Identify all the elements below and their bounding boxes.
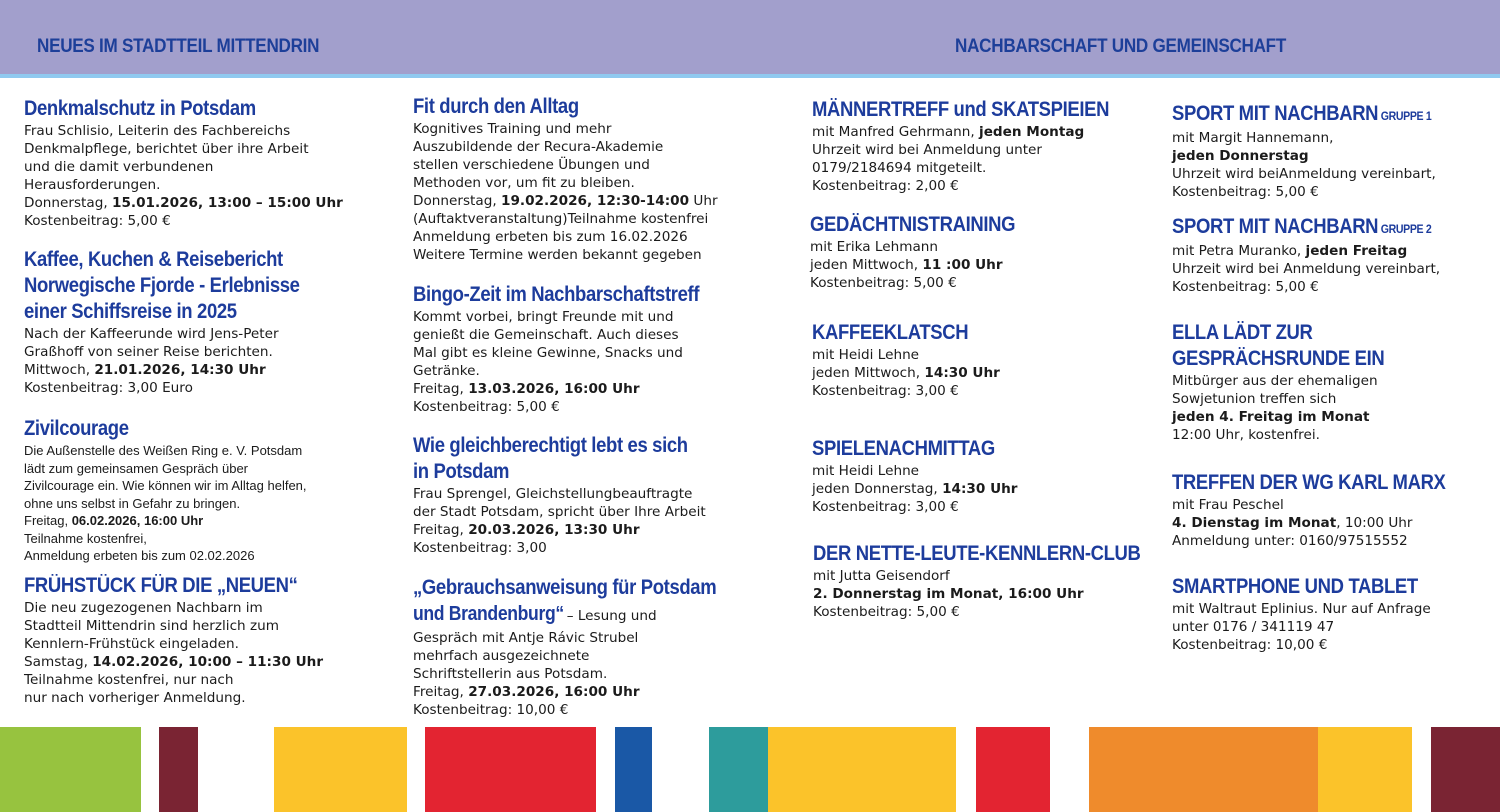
event-date: Donnerstag, 19.02.2026, 12:30-14:00 Uhr bbox=[413, 193, 718, 209]
event-cost: Kostenbeitrag: 10,00 € bbox=[1172, 637, 1328, 653]
event-text: mit Waltraut Eplinius. Nur auf Anfrage bbox=[1172, 601, 1431, 617]
event-cost: Kostenbeitrag: 5,00 € bbox=[810, 275, 957, 291]
event-text: mit Margit Hannemann, bbox=[1172, 130, 1334, 146]
footer-color-bar bbox=[425, 727, 596, 812]
event-date: Freitag, 06.02.2026, 16:00 Uhr bbox=[24, 513, 204, 528]
event-cost: Kostenbeitrag: 5,00 € bbox=[24, 213, 171, 229]
event-text: der Stadt Potsdam, spricht über Ihre Arbeit bbox=[413, 504, 706, 520]
event-title: GESPRÄCHSRUNDE EIN bbox=[1172, 347, 1385, 370]
event-cost: Kostenbeitrag: 3,00 € bbox=[812, 383, 959, 399]
event-text: Sowjetunion treffen sich bbox=[1172, 391, 1337, 407]
event-title: Bingo-Zeit im Nachbarschaftstreff bbox=[413, 283, 700, 306]
event-text: mit Manfred Gehrmann, jeden Montag bbox=[812, 124, 1085, 140]
event-title: Fit durch den Alltag bbox=[413, 95, 579, 118]
footer-color-bar bbox=[709, 727, 768, 812]
event-title: Kaffee, Kuchen & Reisebericht bbox=[24, 248, 283, 271]
event-cost: Kostenbeitrag: 5,00 € bbox=[813, 604, 960, 620]
event-title: einer Schiffsreise in 2025 bbox=[24, 300, 237, 323]
event-title: ELLA LÄDT ZUR bbox=[1172, 321, 1313, 344]
event-text: Uhrzeit wird bei Anmeldung unter bbox=[812, 142, 1042, 158]
event-text: Methoden vor, um fit zu bleiben. bbox=[413, 175, 635, 191]
event-text: Anmeldung erbeten bis zum 02.02.2026 bbox=[24, 548, 255, 563]
event-kaffee-reisebericht bbox=[24, 247, 337, 397]
event-text: Mitbürger aus der ehemaligen bbox=[1172, 373, 1378, 389]
footer-color-bar bbox=[159, 727, 198, 812]
event-cost: Kostenbeitrag: 3,00 Euro bbox=[24, 380, 193, 396]
event-text: 12:00 Uhr, kostenfrei. bbox=[1172, 427, 1320, 443]
event-ella-gespraechsrunde bbox=[1172, 320, 1413, 444]
event-title: „Gebrauchsanweisung für Potsdam bbox=[413, 576, 717, 599]
event-text: mit Petra Muranko, jeden Freitag bbox=[1172, 243, 1408, 259]
event-date: 2. Donnerstag im Monat, 16:00 Uhr bbox=[813, 586, 1084, 602]
event-text: Gespräch mit Antje Rávic Strubel bbox=[413, 630, 639, 646]
event-text: ohne uns selbst in Gefahr zu bringen. bbox=[24, 495, 241, 511]
event-cost: Kostenbeitrag: 10,00 € bbox=[413, 702, 569, 718]
event-date: 4. Dienstag im Monat, 10:00 Uhr bbox=[1172, 515, 1413, 531]
event-text: Kommt vorbei, bringt Freunde mit und bbox=[413, 309, 674, 325]
event-maennertreff bbox=[812, 97, 1150, 195]
event-cost: Kostenbeitrag: 3,00 bbox=[413, 540, 547, 556]
event-date: Samstag, 14.02.2026, 10:00 – 11:30 Uhr bbox=[24, 654, 324, 670]
event-text: Anmeldung erbeten bis zum 16.02.2026 bbox=[413, 229, 688, 245]
event-text: mit Jutta Geisendorf bbox=[813, 568, 950, 584]
event-text: Stadtteil Mittendrin sind herzlich zum bbox=[24, 618, 279, 634]
event-bingo bbox=[413, 282, 738, 416]
footer-color-bar bbox=[1318, 727, 1412, 812]
event-text: Graßhoff von seiner Reise berichten. bbox=[24, 344, 273, 360]
event-title: DER NETTE-LEUTE-KENNLERN-CLUB bbox=[813, 542, 1141, 565]
event-text: lädt zum gemeinsamen Gespräch über bbox=[24, 460, 249, 476]
event-text: Kognitives Training und mehr bbox=[413, 121, 612, 137]
event-title: FRÜHSTÜCK FÜR DIE „NEUEN“ bbox=[24, 574, 298, 597]
event-title: Zivilcourage bbox=[24, 417, 129, 440]
footer-color-bar bbox=[1431, 727, 1500, 812]
event-sport-gruppe-1 bbox=[1172, 101, 1467, 201]
event-title-line: und Brandenburg“ – Lesung und bbox=[413, 603, 657, 625]
event-text: mit Heidi Lehne bbox=[812, 347, 920, 363]
event-smartphone-tablet bbox=[1172, 574, 1451, 654]
event-gleichberechtigt bbox=[413, 433, 725, 557]
event-fit-alltag bbox=[413, 94, 718, 264]
event-zivilcourage bbox=[24, 416, 307, 565]
event-title: SPORT MIT NACHBARN GRUPPE 1 bbox=[1172, 102, 1432, 125]
event-text: Denkmalpflege, berichtet über ihre Arbeit bbox=[24, 141, 309, 157]
event-spielenachmittag bbox=[812, 436, 1020, 516]
footer-color-bar bbox=[1089, 727, 1318, 812]
event-date: jeden Mittwoch, 14:30 Uhr bbox=[812, 365, 1000, 381]
footer-color-bar bbox=[768, 727, 956, 812]
event-date: Freitag, 20.03.2026, 13:30 Uhr bbox=[413, 522, 640, 538]
event-text: und die damit verbundenen bbox=[24, 159, 214, 175]
event-text: Frau Sprengel, Gleichstellungbeauftragte bbox=[413, 486, 693, 502]
event-text: Die Außenstelle des Weißen Ring e. V. Potsdam bbox=[24, 443, 303, 458]
event-text: Nach der Kaffeerunde wird Jens-Peter bbox=[24, 326, 279, 342]
footer-color-bar bbox=[0, 727, 141, 812]
event-title: KAFFEEKLATSCH bbox=[812, 321, 969, 344]
event-text: mehrfach ausgezeichnete bbox=[413, 648, 590, 664]
event-text: Zivilcourage ein. Wie können wir im Alltag helfen, bbox=[24, 478, 307, 493]
event-text: Herausforderungen. bbox=[24, 177, 161, 193]
event-title: MÄNNERTREFF und SKATSPIEIEN bbox=[812, 98, 1110, 121]
event-text: unter 0176 / 341119 47 bbox=[1172, 619, 1335, 635]
event-gedaechtnistraining bbox=[810, 212, 1043, 292]
event-text: Die neu zugezogenen Nachbarn im bbox=[24, 600, 263, 616]
left-section-title: NEUES IM STADTTEIL MITTENDRIN bbox=[37, 36, 320, 57]
event-title: SMARTPHONE UND TABLET bbox=[1172, 575, 1418, 598]
event-text: genießt die Gemeinschaft. Auch dieses bbox=[413, 327, 679, 343]
event-gebrauchsanweisung bbox=[413, 575, 758, 719]
event-title: Denkmalschutz in Potsdam bbox=[24, 97, 256, 120]
event-sport-gruppe-2 bbox=[1172, 214, 1467, 296]
event-nette-leute-club bbox=[813, 541, 1185, 621]
event-wg-karl-marx bbox=[1172, 470, 1483, 550]
event-text: Auszubildende der Recura-Akademie bbox=[413, 139, 664, 155]
footer-color-bar bbox=[274, 727, 407, 812]
event-date: jeden Mittwoch, 11 :00 Uhr bbox=[810, 257, 1003, 273]
event-text: Teilnahme kostenfrei, bbox=[24, 530, 147, 546]
event-title: TREFFEN DER WG KARL MARX bbox=[1172, 471, 1446, 494]
event-title: SPORT MIT NACHBARN GRUPPE 2 bbox=[1172, 215, 1432, 238]
event-denkmalschutz bbox=[24, 96, 343, 230]
event-title: Norwegische Fjorde - Erlebnisse bbox=[24, 274, 300, 297]
event-text: Uhrzeit wird beiAnmeldung vereinbart, bbox=[1172, 166, 1436, 182]
event-cost: Kostenbeitrag: 3,00 € bbox=[812, 499, 959, 515]
event-text: Kennlern-Frühstück eingeladen. bbox=[24, 636, 239, 652]
event-title: Wie gleichberechtigt lebt es sich bbox=[413, 434, 688, 457]
event-title: und Brandenburg“ bbox=[413, 603, 564, 625]
event-title: GEDÄCHTNISTRAINING bbox=[810, 213, 1016, 236]
event-cost: Kostenbeitrag: 5,00 € bbox=[413, 399, 560, 415]
event-text: Frau Schlisio, Leiterin des Fachbereichs bbox=[24, 123, 291, 139]
event-text: (Auftaktveranstaltung)Teilnahme kostenfrei bbox=[413, 211, 709, 227]
event-date: Donnerstag, 15.01.2026, 13:00 – 15:00 Uhr bbox=[24, 195, 343, 211]
event-date: Freitag, 27.03.2026, 16:00 Uhr bbox=[413, 684, 640, 700]
event-text: mit Heidi Lehne bbox=[812, 463, 920, 479]
event-cost: Kostenbeitrag: 5,00 € bbox=[1172, 184, 1319, 200]
event-text: Uhrzeit wird bei Anmeldung vereinbart, bbox=[1172, 261, 1441, 277]
header-divider bbox=[0, 74, 1500, 78]
event-kaffeeklatsch bbox=[812, 320, 1000, 400]
event-text: 0179/2184694 mitgeteilt. bbox=[812, 160, 987, 176]
footer-color-bar bbox=[615, 727, 652, 812]
footer-color-bar bbox=[976, 727, 1050, 812]
event-date: Freitag, 13.03.2026, 16:00 Uhr bbox=[413, 381, 640, 397]
event-text: nur nach vorheriger Anmeldung. bbox=[24, 690, 246, 706]
event-title: SPIELENACHMITTAG bbox=[812, 437, 995, 460]
event-date: jeden Donnerstag bbox=[1172, 148, 1309, 164]
event-text: Anmeldung unter: 0160/97515552 bbox=[1172, 533, 1408, 549]
event-cost: Kostenbeitrag: 2,00 € bbox=[812, 178, 959, 194]
event-date: jeden Donnerstag, 14:30 Uhr bbox=[812, 481, 1018, 497]
event-text: Teilnahme kostenfrei, nur nach bbox=[24, 672, 234, 688]
event-fruehstueck bbox=[24, 573, 335, 707]
event-text: mit Erika Lehmann bbox=[810, 239, 939, 255]
event-title: in Potsdam bbox=[413, 460, 510, 483]
event-text: Weitere Termine werden bekannt gegeben bbox=[413, 247, 702, 263]
event-text: mit Frau Peschel bbox=[1172, 497, 1284, 513]
event-text: Mal gibt es kleine Gewinne, Snacks und bbox=[413, 345, 683, 361]
event-text: Schriftstellerin aus Potsdam. bbox=[413, 666, 608, 682]
right-section-title: NACHBARSCHAFT UND GEMEINSCHAFT bbox=[955, 36, 1287, 57]
event-text: stellen verschiedene Übungen und bbox=[413, 157, 650, 173]
event-text: Getränke. bbox=[413, 363, 480, 379]
event-date: Mittwoch, 21.01.2026, 14:30 Uhr bbox=[24, 362, 266, 378]
event-date: jeden 4. Freitag im Monat bbox=[1172, 409, 1370, 425]
event-cost: Kostenbeitrag: 5,00 € bbox=[1172, 279, 1319, 295]
